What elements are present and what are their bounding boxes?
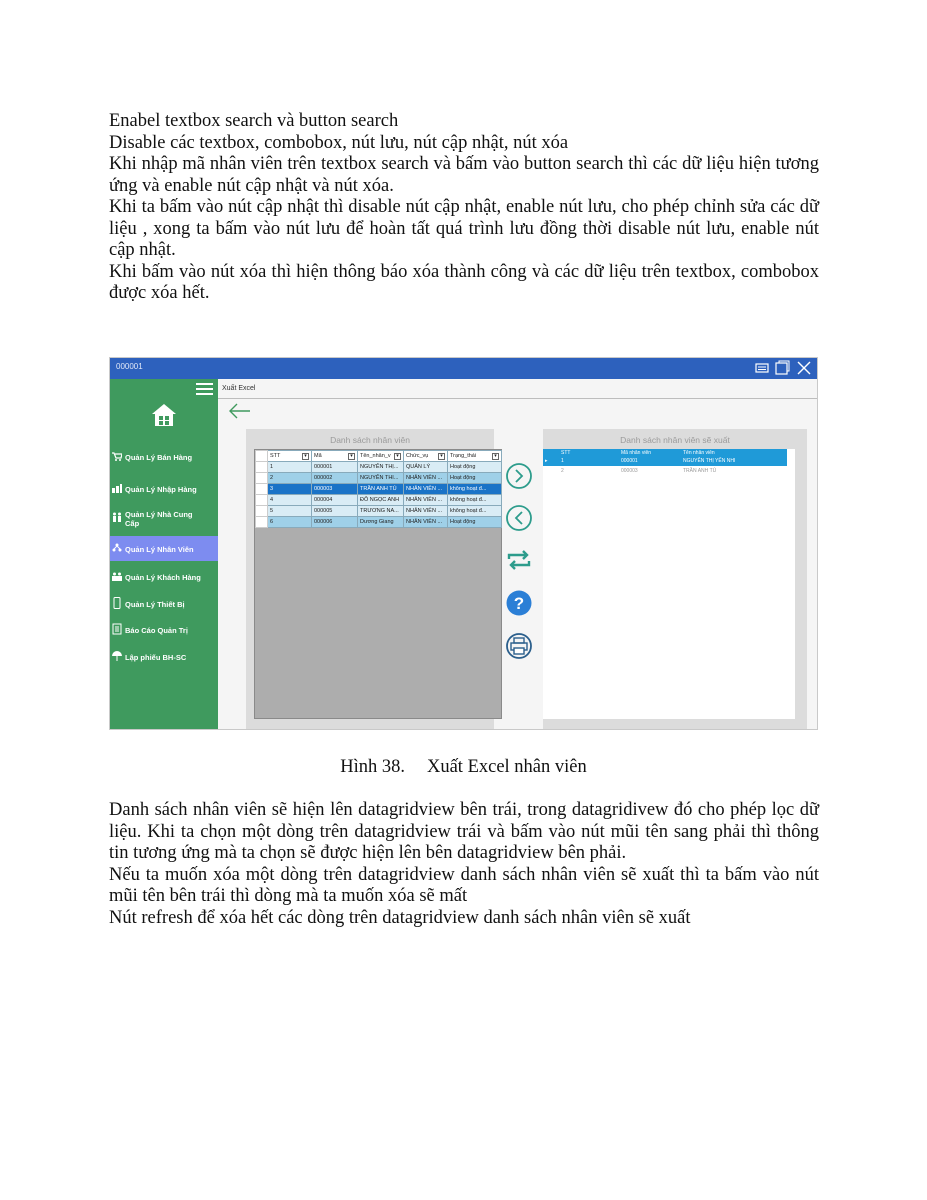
sidebar-item-imports[interactable]	[110, 478, 218, 500]
cell: 4	[268, 495, 312, 506]
app-screenshot	[109, 357, 818, 730]
paragraph: Disable các textbox, combobox, nút lưu, nút cập nhật, nút xóa	[109, 132, 569, 153]
cell: NHÂN VIÊN ...	[404, 517, 448, 528]
column-header[interactable]: Tên nhân viên	[681, 449, 787, 456]
column-header[interactable]: Mã ▾	[312, 451, 358, 462]
cell: 000002	[312, 473, 358, 484]
employee-list-panel	[246, 429, 497, 729]
cell: QUẢN LÝ	[404, 462, 448, 473]
cell: 000001	[619, 456, 681, 466]
column-header[interactable]: STT	[559, 449, 619, 456]
filter-dropdown-icon[interactable]: ▾	[348, 453, 355, 460]
paragraph: Khi bấm vào nút xóa thì hiện thông báo xóa thành công và các dữ liệu trên textbox, combobox được xóa hết.	[109, 261, 819, 303]
sidebar	[110, 379, 218, 730]
sidebar-item-label: Báo Cáo Quản Trị	[125, 626, 188, 635]
table-row-selected[interactable]	[256, 484, 502, 495]
column-header[interactable]: Tên_nhân_v ▾	[358, 451, 404, 462]
cell: ĐỖ NGỌC ANH	[358, 495, 404, 506]
cell: NHÂN VIÊN ...	[404, 473, 448, 484]
table-row[interactable]	[543, 466, 787, 476]
import-goods-icon	[112, 482, 122, 494]
sidebar-item-label: Quản Lý Thiết Bị	[125, 600, 185, 609]
cell: NGUYỄN THỊ...	[358, 462, 404, 473]
report-icon	[112, 623, 122, 635]
caption-text: Xuất Excel nhân viên	[426, 757, 587, 777]
table-row[interactable]	[256, 506, 502, 517]
device-icon	[112, 597, 122, 609]
column-header[interactable]: Chức_vụ ▾	[404, 451, 448, 462]
move-right-button[interactable]	[505, 462, 533, 490]
caption-number: Hình 38.	[340, 757, 405, 777]
intro-text	[109, 111, 819, 305]
cell: Hoạt động	[448, 462, 502, 473]
sidebar-item-label: Quản Lý Bán Hàng	[125, 453, 193, 462]
filter-dropdown-icon[interactable]: ▾	[438, 453, 445, 460]
panel-title: Danh sách nhân viên	[330, 435, 410, 445]
column-header[interactable]: STT ▾	[268, 451, 312, 462]
column-header[interactable]: Trạng_thái ▾	[448, 451, 502, 462]
window-title: 000001	[116, 362, 143, 371]
cell: 2	[268, 473, 312, 484]
description-text	[109, 800, 819, 929]
paragraph: Nút refresh để xóa hết các dòng trên datagridview danh sách nhân viên sẽ xuất	[109, 907, 691, 928]
filter-dropdown-icon[interactable]: ▾	[394, 453, 401, 460]
back-arrow-icon[interactable]	[228, 403, 252, 419]
cell: 6	[268, 517, 312, 528]
cell: 000005	[312, 506, 358, 517]
umbrella-icon	[112, 650, 122, 662]
cell: NGUYỄN THỊ YẾN NHI	[681, 456, 787, 466]
keyboard-icon[interactable]	[754, 360, 770, 376]
table-row[interactable]	[256, 473, 502, 484]
maximize-icon[interactable]	[774, 360, 790, 376]
cell: TRƯƠNG NA...	[358, 506, 404, 517]
cell: 000001	[312, 462, 358, 473]
shopping-cart-icon	[112, 450, 122, 462]
sidebar-item-label: Quản Lý Khách Hàng	[125, 573, 201, 582]
tab-export-excel[interactable]: Xuất Excel	[222, 385, 256, 392]
sidebar-item-sales[interactable]	[110, 446, 218, 468]
table-row-selected[interactable]	[543, 456, 787, 466]
sidebar-item-label: Quản Lý Nhập Hàng	[125, 485, 197, 494]
customers-icon	[112, 570, 122, 582]
menu-icon[interactable]	[196, 383, 213, 397]
sidebar-item-employees[interactable]	[110, 536, 218, 561]
employee-grid[interactable]	[254, 449, 502, 719]
cell: 000006	[312, 517, 358, 528]
sidebar-item-suppliers[interactable]	[110, 507, 218, 529]
row-pointer-icon: ▸	[256, 484, 268, 495]
table-row[interactable]	[256, 495, 502, 506]
svg-text:?: ?	[513, 594, 525, 613]
sidebar-item-reports[interactable]	[110, 619, 218, 641]
home-icon[interactable]	[150, 401, 178, 429]
panel-title: Danh sách nhân viên sẽ xuất	[620, 435, 730, 445]
employees-icon	[112, 542, 122, 554]
print-button[interactable]	[505, 632, 533, 660]
cell: TRẦN ANH TÚ	[683, 468, 717, 474]
cell: NGUYỄN THI...	[358, 473, 404, 484]
export-list-panel	[543, 429, 807, 729]
sidebar-item-warranty[interactable]	[110, 646, 218, 668]
cell: 2	[561, 468, 564, 474]
cell: Dương Giang	[358, 517, 404, 528]
cell: 000003	[621, 468, 638, 474]
row-pointer-icon: ▸	[543, 456, 559, 466]
table-row[interactable]	[256, 517, 502, 528]
tab-bar	[218, 379, 818, 399]
sidebar-item-customers[interactable]	[110, 566, 218, 588]
cell: TRẦN ANH TÚ	[358, 484, 404, 495]
cell: 000003	[312, 484, 358, 495]
cell: NHÂN VIÊN ...	[404, 506, 448, 517]
supplier-icon	[112, 511, 122, 523]
sidebar-item-label: Quản Lý Nhà Cung Cấp	[125, 510, 193, 528]
refresh-button[interactable]	[505, 546, 533, 574]
paragraph: Danh sách nhân viên sẽ hiện lên datagridview bên trái, trong datagridivew đó cho phép lọc dữ liệu. Khi ta chọn một dòng trên datagridview trái và bấm vào nút mũi tên sang phải thì thông tin tương ứng mà ta chọn sẽ được hiện lên bên datagridview bên phải.	[109, 800, 819, 863]
export-grid[interactable]	[543, 449, 795, 719]
cell: 5	[268, 506, 312, 517]
move-left-button[interactable]	[505, 504, 533, 532]
cell: Hoạt động	[448, 517, 502, 528]
sidebar-item-label: Quản Lý Nhân Viên	[125, 545, 194, 554]
table-row[interactable]	[256, 462, 502, 473]
paragraph: Nếu ta muốn xóa một dòng trên datagridview danh sách nhân viên sẽ xuất thì ta bấm vào nút mũi tên bên trái thì dòng mà ta muốn xóa sẽ mất	[109, 864, 819, 906]
sidebar-item-devices[interactable]	[110, 593, 218, 615]
paragraph: Enabel textbox search và button search	[109, 111, 399, 131]
cell: không hoạt đ...	[448, 484, 502, 495]
cell: 1	[559, 456, 619, 466]
main-content	[218, 379, 818, 730]
cell: không hoạt đ...	[448, 506, 502, 517]
cell: NHÂN VIÊN ...	[404, 495, 448, 506]
close-icon[interactable]	[796, 360, 812, 376]
filter-dropdown-icon[interactable]: ▾	[302, 453, 309, 460]
filter-dropdown-icon[interactable]: ▾	[492, 453, 499, 460]
sidebar-item-label: Lập phiếu BH-SC	[125, 653, 187, 662]
cell: 000004	[312, 495, 358, 506]
figure-caption	[0, 757, 927, 778]
cell: 3	[268, 484, 312, 495]
paragraph: Khi ta bấm vào nút cập nhật thì disable nút cập nhật, enable nút lưu, cho phép chỉnh sửa các dữ liệu , xong ta bấm vào nút lưu để hoàn tất quá trình lưu đồng thời disable nút lưu, enable nút cập nhật.	[109, 197, 819, 260]
grid-header-row	[256, 451, 502, 462]
cell: 1	[268, 462, 312, 473]
grid-header-row	[543, 449, 787, 456]
cell: Hoạt động	[448, 473, 502, 484]
cell: không hoạt đ...	[448, 495, 502, 506]
paragraph: Khi nhập mã nhân viên trên textbox search và bấm vào button search thì các dữ liệu hiện tương ứng và enable nút cập nhật và nút xóa.	[109, 154, 819, 196]
cell: NHÂN VIÊN ...	[404, 484, 448, 495]
title-bar	[110, 358, 818, 379]
help-button[interactable]	[505, 589, 533, 617]
column-header[interactable]: Mã nhân viên	[619, 449, 681, 456]
